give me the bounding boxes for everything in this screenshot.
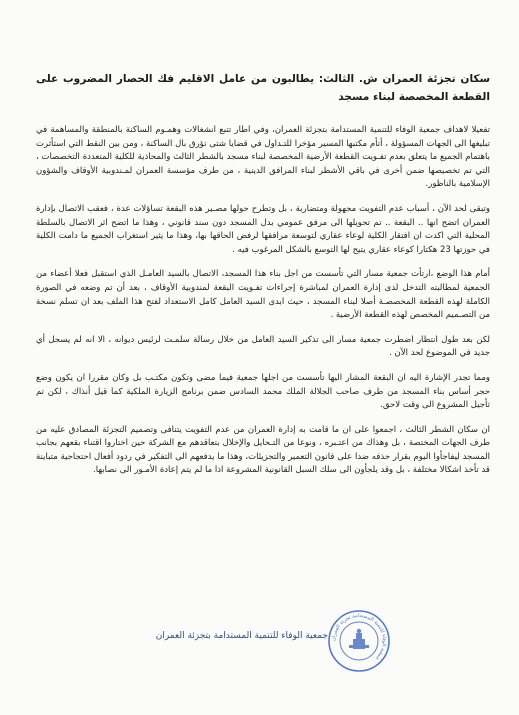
association-stamp-icon — [327, 609, 391, 673]
paragraph-2: وتبقى لحد الآن ، أسباب عدم التفويت مجهولة ومتضاربة ، بل وتطرح حولها مصـير هذه البقعة تساؤلات عدة ، فعقب الاتصال بإدارة العمران اتضح انها .. البقعة .. تم تحويلها الى مرفق عمومي بدل المسجد دون سند قانوني ، وهذا ما اتضح اثر الاتصال بالسلطة المحلية التي اكدت ان افتقار الكلية لوعاء عقاري لتوسعة مرافقها لرفض الحاقها بها، وهذا ما يثير استغراب الجميع ما دامت الكلية في حوزتها 23 هكتارا كوعاء عقاري يتيح لها التوسع بالشكل المرغوب فيه . — [36, 203, 490, 255]
paragraph-5: ومما تجدر الإشارة اليه ان البقعة المشار اليها تأسست من اجلها جمعية فيما مضى وتكون مكتـب بل وكان مقررا ان يكون وضع حجر أساس بناء المسجد من طرف صاحب الجلالة الملك محمد السادس ضمن برنامج الزيارة الملكية كما قيل أنذاك ، لكن تم تأجيل المشروع الى وقت لاحق. — [36, 372, 490, 411]
paragraph-1: تفعيلا لاهداف جمعية الوفاء للتنمية المستدامة بتجزئة العمران، وفي اطار تتبع انشغالات وهمـوم الساكنة بالمنطقة والمساهمة في تبليغها الى الجهات المسؤولة ، أتأم مكتبها المسير مؤخرا للتـداول في قضايا شتى تؤرق بال الساكنة ، ومن بين النقط التي استأثرت باهتمام الجميع ما يتعلق بعدم تفـويت القطعة الأرضية المخصصة لبناء مسجد بالشطر الثالث والمحاذية للكلية المتعددة التخصصات ، التي تم تخصيصها ضمن أخرى في باقي الأشطر لبناء المرافق الدينية ، من طرف مؤسسة العمران لمـندوبية الأوقاف والشؤون الإسلامية بالناظور. — [36, 125, 490, 190]
document-title: سكان تجزئة العمران ش. الثالث: يطالبون من عامل الاقليم فك الحصار المضروب على القطعة المخصصة لبناء مسجد — [36, 73, 490, 103]
paragraph-4: لكن بعد طول انتظار اضطرت جمعية مسار الى تذكير السيد العامل من خلال رسالة سلمـت لرئيس ديوانه ، الا انه لم يسجل أي جديد في الموضوع لحد الآن . — [36, 334, 490, 359]
stamp-ring-text: جمعية الوفاء للتنمية المستدامة تجزئة العمران — [330, 612, 388, 662]
signature-organization: جمعية الوفاء للتنمية المستدامة بتجزئة العمران — [155, 631, 328, 641]
document-body — [36, 70, 490, 489]
paragraph-6: ان سكان الشطر الثالث ، اجمعوا على ان ما قامت به إدارة العمران من عدم التفويت يتنافى وتصميم التجزئة المصادق عليه من طرف الجهات المختصة ، بل وهذاك من اعتـبره ، ونوعا من التـحايل والإخلال بتعاقدهم مع الشركة حين اختاروا اقتناء بقعهم بجانب المسجد ليفاجأوا اليوم بقرار حذفه ضدا على قانون التعمير والتجزيئات، وهذا ما يدفعهم الى التفكير في ردود أفعال احتجاجية متباينة قد تأخذ اشكالا مختلفة ، بل وقد يلجأون الى سلك السبل القانونية المشروعة اذا ما لم يتم إعادة الأمـور الى نصابها. — [36, 424, 490, 476]
paragraph-3: أمام هذا الوضع ،ارتأت جمعية مسار التي تأسست من اجل بناء هذا المسجد، الاتصال بالسيد العامـل الذي استقبل فعلا أعضاء من الجمعية لمطالبته التدخل لدى إدارة العمران لمباشرة إجراءات تفـويت البقعة لمندوبية الأوقاف ، بعد أن تم وضعه في الصورة الكاملة لهذه القطعة المخصصـة أصلا لبناء المسجد ، حيث ابدى السيد العامل كامل الاستعداد لفتح هذا الملف بعد ان تسلم نسخة من التصـميم المخصص لهذه القطعة الأرضية . — [36, 269, 490, 321]
